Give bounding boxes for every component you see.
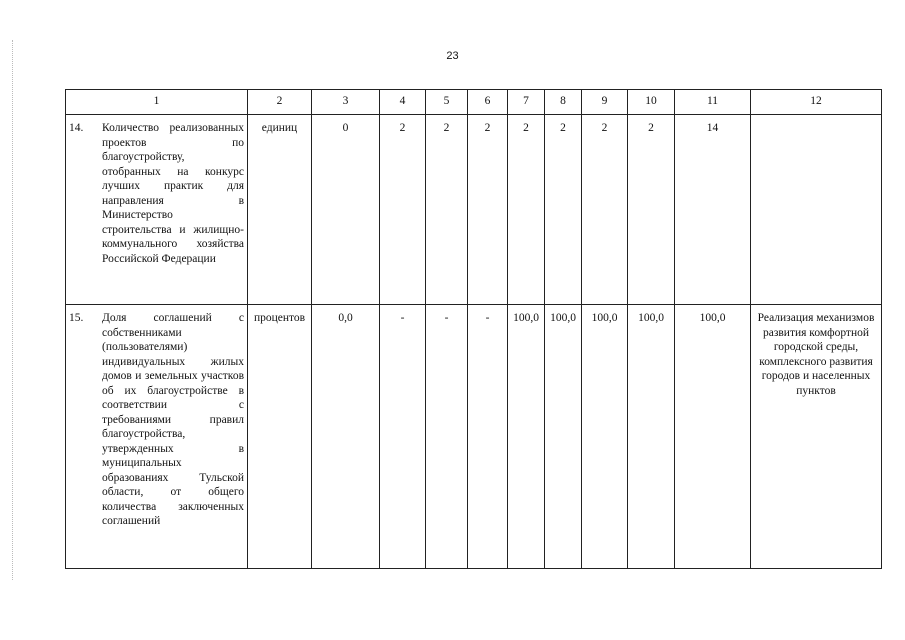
value-cell: 100,0 xyxy=(508,305,545,569)
header-cell: 12 xyxy=(751,90,882,115)
unit-cell: процентов xyxy=(248,305,312,569)
indicator-name-cell xyxy=(66,305,248,569)
indicator-table xyxy=(65,89,882,569)
table-row xyxy=(66,305,882,569)
value-cell: 2 xyxy=(508,115,545,305)
value-cell: - xyxy=(468,305,508,569)
value-cell: 2 xyxy=(380,115,426,305)
value-cell: 100,0 xyxy=(628,305,675,569)
value-cell: 2 xyxy=(545,115,582,305)
header-cell: 6 xyxy=(468,90,508,115)
row-index: 15. xyxy=(69,312,84,324)
row-index: 14. xyxy=(69,122,84,134)
header-cell: 10 xyxy=(628,90,675,115)
header-cell: 1 xyxy=(66,90,248,115)
value-cell: 2 xyxy=(468,115,508,305)
note-cell xyxy=(751,115,882,305)
value-cell: 100,0 xyxy=(545,305,582,569)
unit-cell: единиц xyxy=(248,115,312,305)
header-cell: 5 xyxy=(426,90,468,115)
header-cell: 7 xyxy=(508,90,545,115)
header-cell: 9 xyxy=(582,90,628,115)
indicator-name-cell xyxy=(66,115,248,305)
value-cell: - xyxy=(380,305,426,569)
note-cell: Реализация механизмов развития комфортной городской среды, комплексного развития городов и населенных пунктов xyxy=(751,305,882,569)
header-cell: 2 xyxy=(248,90,312,115)
value-cell: 2 xyxy=(426,115,468,305)
value-cell: 2 xyxy=(628,115,675,305)
indicator-name: Количество реализованных проектов по благоустройству, отобранных на конкурс лучших практик для направления в Министерство строительства и жилищно-коммунального хозяйства Российской Федерации xyxy=(102,122,244,265)
header-cell: 4 xyxy=(380,90,426,115)
page-number: 23 xyxy=(446,50,459,62)
table-row xyxy=(66,115,882,305)
header-cell: 3 xyxy=(312,90,380,115)
value-cell: 0 xyxy=(312,115,380,305)
value-cell: 2 xyxy=(582,115,628,305)
scan-margin-dots xyxy=(12,40,15,580)
value-cell: 0,0 xyxy=(312,305,380,569)
value-cell: - xyxy=(426,305,468,569)
header-cell: 8 xyxy=(545,90,582,115)
value-cell: 14 xyxy=(675,115,751,305)
value-cell: 100,0 xyxy=(675,305,751,569)
header-row xyxy=(66,90,882,115)
value-cell: 100,0 xyxy=(582,305,628,569)
header-cell: 11 xyxy=(675,90,751,115)
indicator-name: Доля соглашений с собственниками (пользователями) индивидуальных жилых домов и земельных участков об их благоустройстве в соответствии с требованиями правил благоустройства, утвержденных в муниципальных образованиях Тульской области, от общего количества заключенных соглашений xyxy=(102,312,244,527)
